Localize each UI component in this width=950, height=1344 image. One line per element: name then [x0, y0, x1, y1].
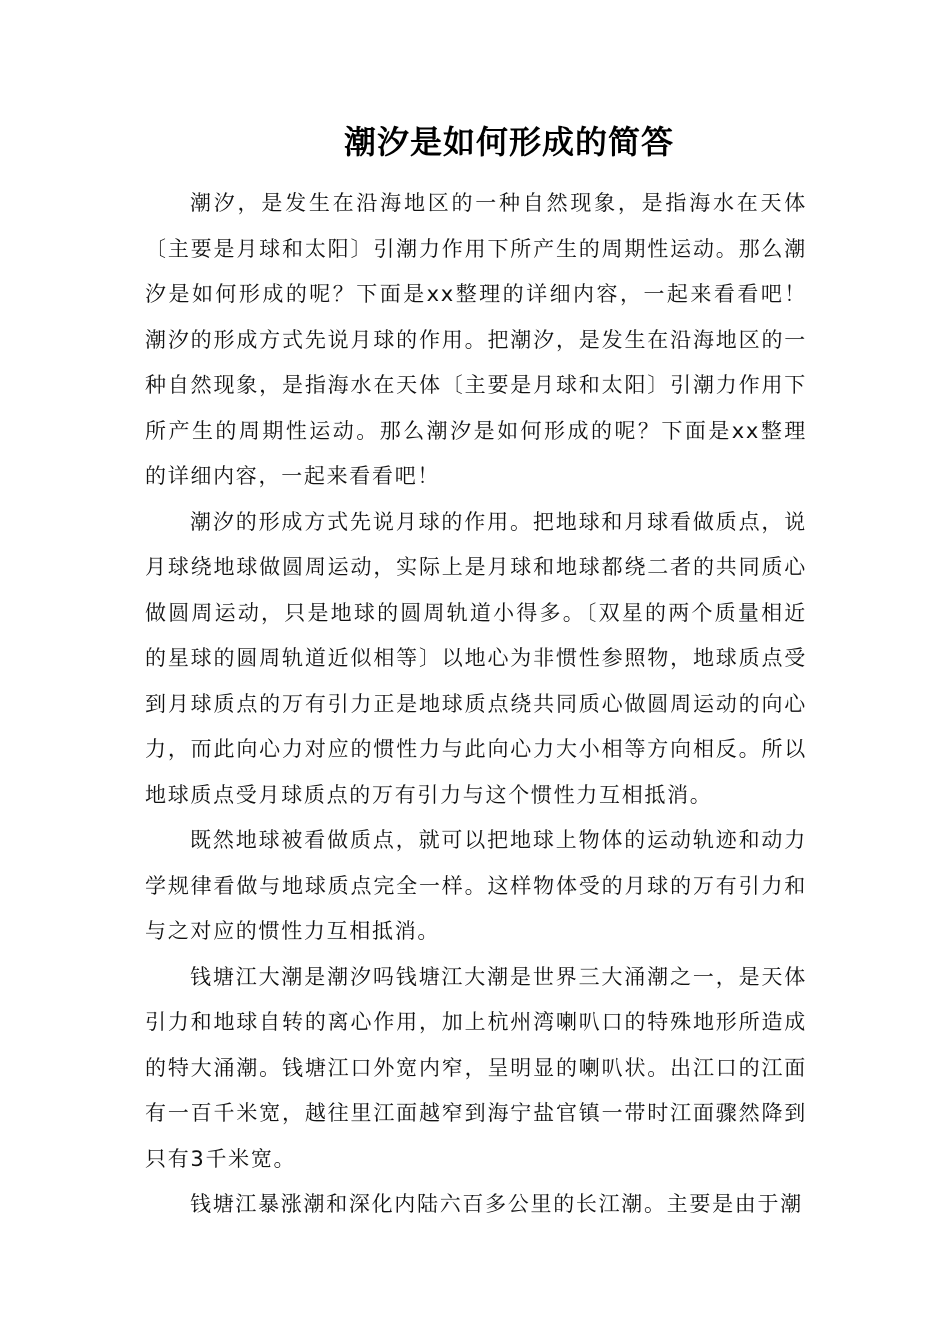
paragraph-4: 钱塘江大潮是潮汐吗钱塘江大潮是世界三大涌潮之一，是天体引力和地球自转的离心作用，加上杭州湾喇叭口的特殊地形所造成的特大涌潮。钱塘江口外宽内窄，呈明显的喇叭状。出江口的江面有一百千米宽，越往里江面越窄到海宁盐官镇一带时江面骤然降到只有3千米宽。	[145, 964, 807, 1171]
document-title: 潮汐是如何形成的简答	[343, 123, 674, 161]
paragraph-5: 钱塘江暴涨潮和深化内陆六百多公里的长江潮。主要是由于潮	[190, 1192, 803, 1216]
paragraph-3: 既然地球被看做质点，就可以把地球上物体的运动轨迹和动力学规律看做与地球质点完全一样。这样物体受的月球的万有引力和与之对应的惯性力互相抵消。	[145, 828, 807, 943]
paragraph-1: 潮汐，是发生在沿海地区的一种自然现象，是指海水在天体〔主要是月球和太阳〕引潮力作用下所产生的周期性运动。那么潮汐是如何形成的呢？下面是xx整理的详细内容，一起来看看吧！潮汐的形成方式先说月球的作用。把潮汐，是发生在沿海地区的一种自然现象，是指海水在天体〔主要是月球和太阳〕引潮力作用下所产生的周期性运动。那么潮汐是如何形成的呢？下面是xx整理的详细内容，一起来看看吧！	[145, 191, 807, 488]
document-body	[145, 181, 807, 1228]
paragraph-2: 潮汐的形成方式先说月球的作用。把地球和月球看做质点，说月球绕地球做圆周运动，实际上是月球和地球都绕二者的共同质心做圆周运动，只是地球的圆周轨道小得多。〔双星的两个质量相近的星球的圆周轨道近似相等〕以地心为非惯性参照物，地球质点受到月球质点的万有引力正是地球质点绕共同质心做圆周运动的向心力，而此向心力对应的惯性力与此向心力大小相等方向相反。所以地球质点受月球质点的万有引力与这个惯性力互相抵消。	[145, 509, 807, 807]
